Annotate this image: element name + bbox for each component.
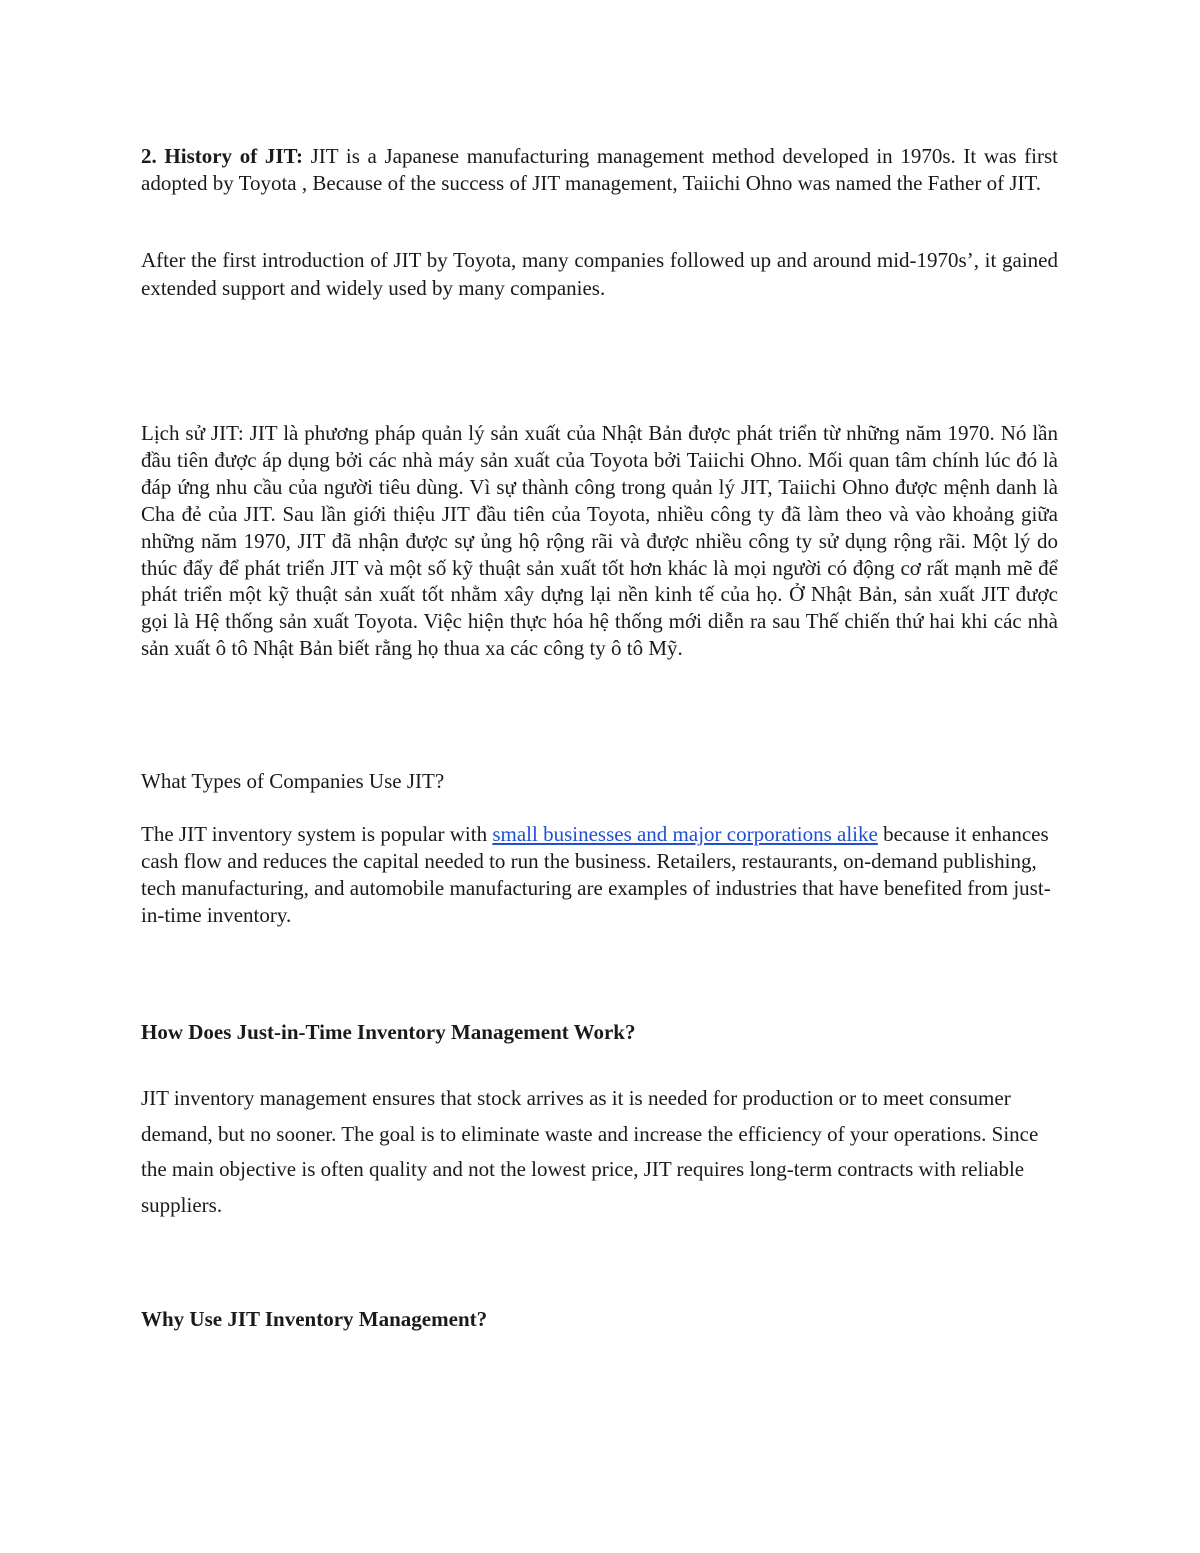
small-businesses-link[interactable]: small businesses and major corporations alike [492,822,878,846]
history-heading: 2. History of JIT: [141,144,303,168]
why-heading: Why Use JIT Inventory Management? [141,1307,488,1331]
types-text-before-link: The JIT inventory system is popular with [141,822,493,846]
how-heading: How Does Just-in-Time Inventory Management Work? [141,1020,636,1044]
types-text-after-link: because it enhances cash flow and reduces the capital needed to run the business. Retailers, restaurants, on-demand publishing, tech manufacturing, and automobile manufacturing are examples of industries that have benefited from just-in-time inventory. [141,822,1051,927]
how-paragraph: JIT inventory management ensures that stock arrives as it is needed for production or to meet consumer demand, but no sooner. The goal is to eliminate waste and increase the efficiency of your operations. Since the main objective is often quality and not the lowest price, JIT requires long-term contracts with reliable suppliers. [141,1086,1039,1217]
followup-paragraph: After the first introduction of JIT by Toyota, many companies followed up and around mid-1970s’, it gained extended support and widely used by many companies. [141,248,1058,300]
vietnamese-paragraph: Lịch sử JIT: JIT là phương pháp quản lý sản xuất của Nhật Bản được phát triển từ những năm 1970. Nó lần đầu tiên được áp dụng bởi các nhà máy sản xuất của Toyota bởi Taiichi Ohno. Mối quan tâm chính lúc đó là đáp ứng nhu cầu của người tiêu dùng. Vì sự thành công trong quản lý JIT, Taiichi Ohno được mệnh danh là Cha đẻ của JIT. Sau lần giới thiệu JIT đầu tiên của Toyota, nhiều công ty đã làm theo và vào khoảng giữa những năm 1970, JIT đã nhận được sự ủng hộ rộng rãi và được nhiều công ty sử dụng rộng rãi. Một lý do thúc đẩy để phát triển JIT và một số kỹ thuật sản xuất tốt hơn khác là mọi người có động cơ rất mạnh mẽ để phát triển một kỹ thuật sản xuất tốt nhằm xây dựng lại nền kinh tế của họ. Ở Nhật Bản, sản xuất JIT được gọi là Hệ thống sản xuất Toyota. Việc hiện thực hóa hệ thống mới diễn ra sau Thế chiến thứ hai khi các nhà sản xuất ô tô Nhật Bản biết rằng họ thua xa các công ty ô tô Mỹ. [141,421,1058,661]
types-paragraph [141,821,1058,929]
history-body: JIT is a Japanese manufacturing management method developed in 1970s. It was first adopted by Toyota , Because of the success of JIT management, Taiichi Ohno was named the Father of JIT. [141,144,1058,195]
types-heading: What Types of Companies Use JIT? [141,769,445,793]
history-paragraph [141,143,1058,197]
